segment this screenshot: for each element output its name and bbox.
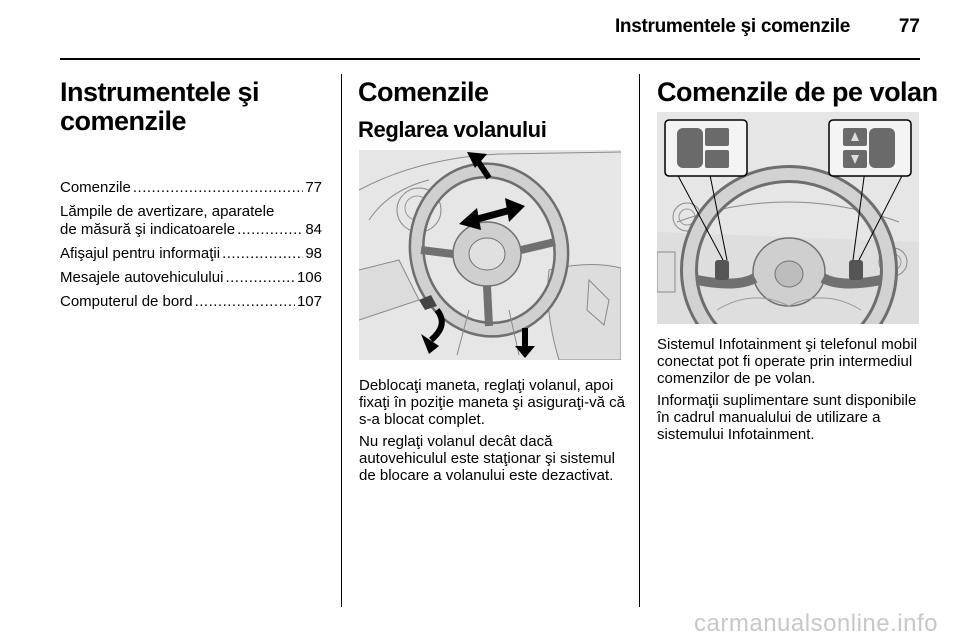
toc-leader-dots [225,269,295,287]
toc-leader-dots [195,293,295,311]
paragraph: Deblocaţi maneta, reglaţi volanul, apoi fixaţi în poziţie maneta şi asiguraţi-vă că s-a blocat complet. [359,377,625,428]
section-title-controls: Comenzile [358,77,489,107]
toc-entry-page: 106 [296,269,322,286]
subsection-title-steering-adjust: Reglarea volanului [358,117,547,142]
watermark[interactable]: carmanualsonline.info [694,610,938,637]
toc-entry[interactable] [60,203,322,239]
steering-wheel-adjust-figure [359,150,621,360]
toc-entry-label-line1: Lămpile de avertizare, aparatele [60,203,275,220]
toc-entry-page: 98 [305,245,322,262]
middle-body-text [359,377,625,489]
toc-entry-label: Comenzile [60,179,131,196]
steering-adjust-illustration [359,150,621,360]
chapter-title: Instrumentele şi comenzile [60,77,260,136]
toc-entry-page: 84 [305,221,322,238]
running-header-title: Instrumentele şi comenzile [614,16,850,37]
toc-entry[interactable] [60,269,322,287]
right-body-text [657,336,923,448]
section-title-steering-controls: Comenzile de pe volan [657,77,938,107]
steering-wheel-controls-figure [657,112,919,324]
column-divider-left [341,74,342,607]
toc-entry[interactable] [60,293,322,311]
toc-entry-label: Computerul de bord [60,293,193,310]
header-rule [60,58,920,60]
table-of-contents [60,179,322,317]
page-number: 77 [898,16,920,37]
paragraph: Nu reglaţi volanul decât dacă autovehiculul este staţionar şi sistemul de blocare a volanului este dezactivat. [359,433,615,484]
toc-leader-dots [133,179,303,197]
toc-entry[interactable] [60,179,322,197]
toc-leader-dots [222,245,303,263]
toc-entry[interactable] [60,245,322,263]
paragraph: Informaţii suplimentare sunt disponibile în cadrul manualului de utilizare a sistemului Infotainment. [657,392,917,443]
toc-leader-dots [237,221,303,239]
toc-entry-label: Afişajul pentru informaţii [60,245,221,262]
toc-entry-label: de măsură şi indicatoarele [60,221,236,238]
toc-entry-page: 77 [305,179,322,196]
steering-controls-illustration [657,112,919,324]
column-divider-right [639,74,640,607]
toc-entry-label: Mesajele autovehiculului [60,269,224,286]
toc-entry-page: 107 [296,293,322,310]
paragraph: Sistemul Infotainment şi telefonul mobil conectat pot fi operate prin intermediul comenzilor de pe volan. [657,336,918,387]
